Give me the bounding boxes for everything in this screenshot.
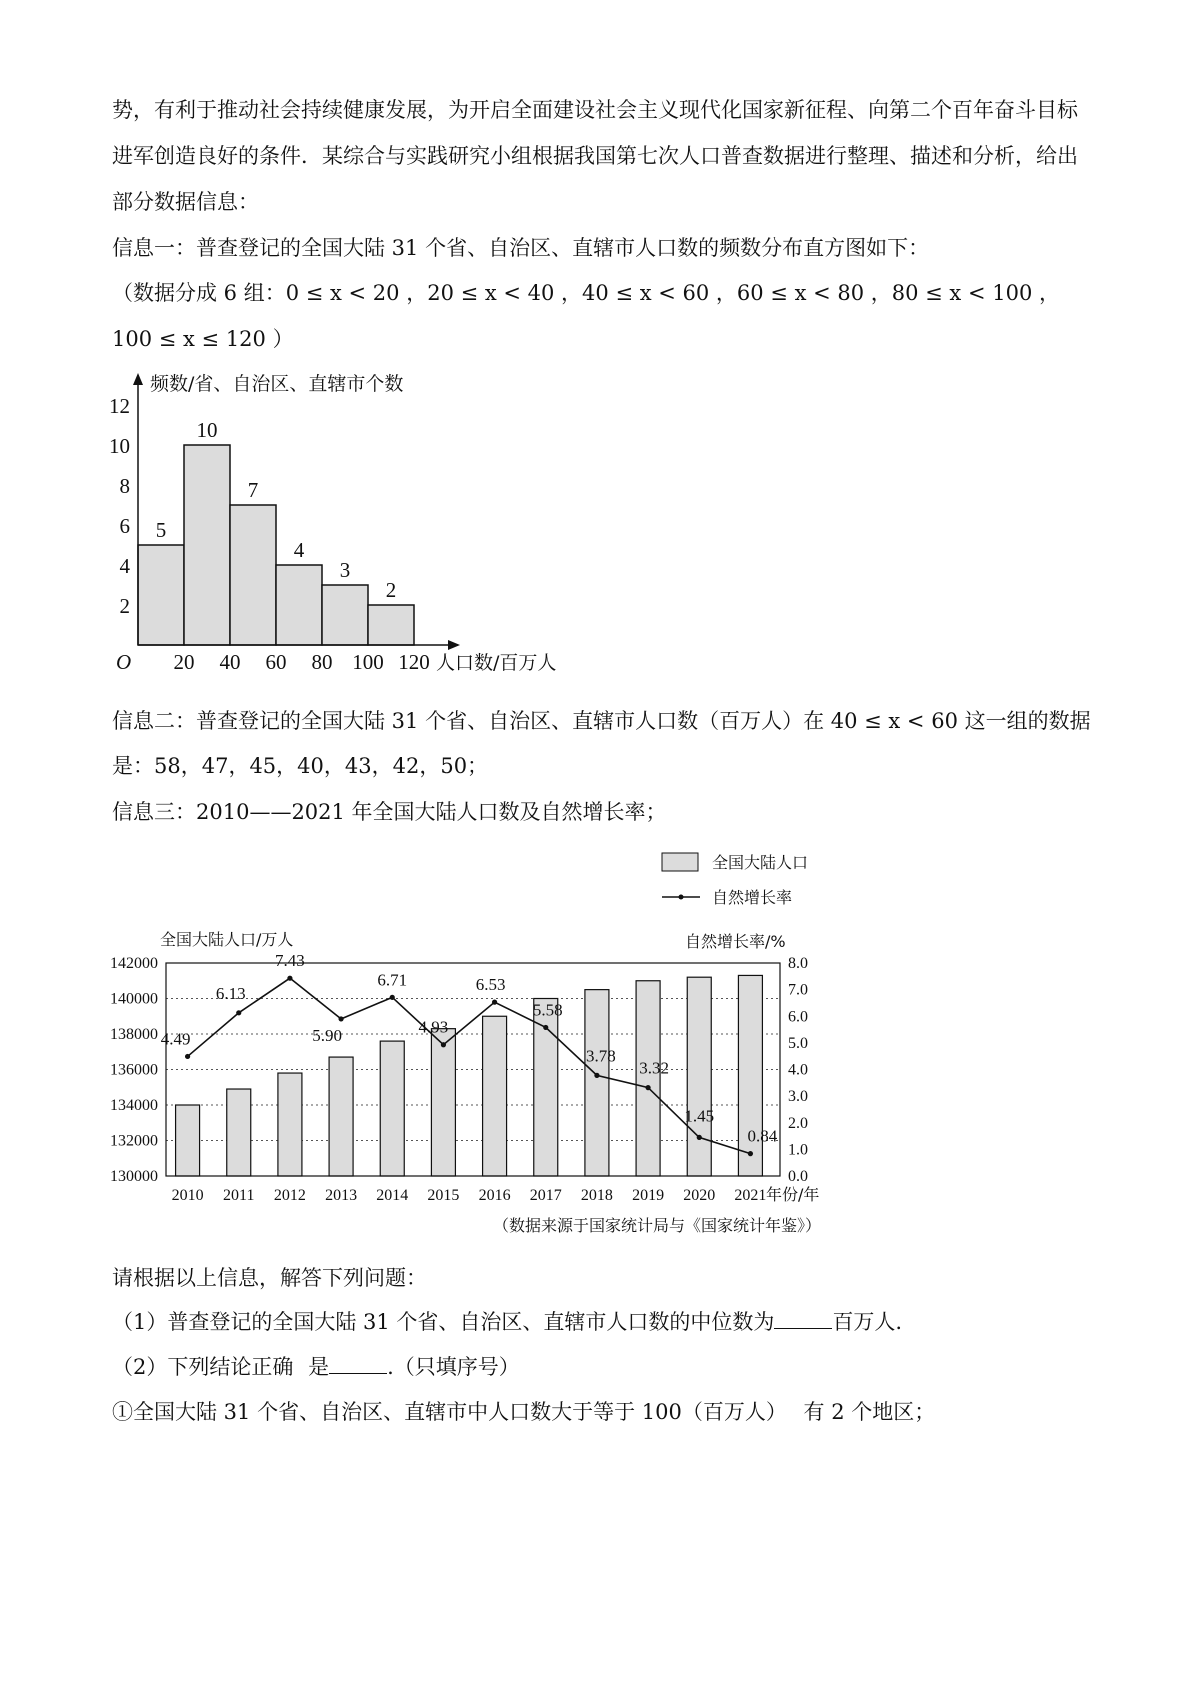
question-1: [112, 1306, 902, 1336]
growth-rate-point: [492, 1000, 497, 1005]
growth-rate-point: [236, 1010, 241, 1015]
group-ranges-line-2: 100 ≤ x ≤ 120 ）: [112, 327, 294, 351]
left-axis-tick: 134000: [110, 1097, 158, 1114]
right-axis-title: 自然增长率/%: [685, 932, 786, 951]
growth-rate-label: 0.84: [747, 1126, 778, 1146]
right-axis-tick: 5.0: [788, 1034, 808, 1052]
growth-rate-point: [697, 1135, 702, 1140]
statement-1-tail: 有 2 个地区；: [803, 1400, 936, 1424]
right-axis-tick: 2.0: [788, 1114, 808, 1132]
growth-rate-label: 3.32: [639, 1058, 669, 1078]
growth-rate-label: 5.58: [532, 1000, 563, 1020]
histogram-y-tick: 12: [109, 394, 130, 418]
histogram-bar: [138, 545, 184, 645]
population-bar: [738, 975, 762, 1176]
population-bar: [431, 1029, 455, 1176]
data-source-note: （数据来源于国家统计局与《国家统计年鉴》）: [493, 1216, 822, 1235]
answer-blank-2[interactable]: [329, 1355, 387, 1374]
growth-rate-label: 4.49: [160, 1029, 191, 1049]
growth-rate-point: [185, 1054, 190, 1059]
growth-rate-point: [645, 1085, 650, 1090]
question-2-is: 是: [308, 1355, 330, 1379]
histogram-bar: [322, 585, 368, 645]
left-axis-tick: 142000: [110, 955, 158, 972]
right-axis-tick: 1.0: [788, 1141, 808, 1159]
histogram-y-tick: 8: [119, 474, 130, 498]
year-tick: 2019: [632, 1187, 665, 1204]
year-tick: 2010: [171, 1187, 204, 1204]
growth-rate-label: 7.43: [275, 951, 305, 971]
population-bar: [176, 1105, 200, 1176]
info-one: 信息一：普查登记的全国大陆 31 个省、自治区、直辖市人口数的频数分布直方图如下：: [112, 236, 930, 260]
growth-rate-label: 6.13: [215, 983, 246, 1003]
histogram-x-tick: 100: [352, 650, 384, 674]
y-axis-title: 频数/省、自治区、直辖市个数: [150, 373, 404, 395]
left-axis-tick: 140000: [110, 990, 158, 1008]
histogram-x-tick: 120: [398, 650, 430, 674]
growth-rate-point: [441, 1042, 446, 1047]
population-bar: [278, 1073, 302, 1176]
growth-rate-point: [287, 976, 292, 981]
histogram-bar: [230, 505, 276, 645]
histogram-chart: [100, 373, 640, 745]
histogram-y-tick: 10: [109, 434, 130, 458]
histogram-y-tick: 4: [119, 554, 130, 578]
question-2: [112, 1351, 520, 1381]
growth-rate-point: [390, 995, 395, 1000]
year-tick: 2015: [427, 1187, 460, 1204]
legend-bar-swatch: [662, 853, 698, 871]
histogram-x-tick: 40: [219, 650, 241, 674]
year-tick: 2021: [734, 1187, 767, 1204]
left-axis-title: 全国大陆人口/万人: [160, 930, 294, 949]
x-axis-arrow: [448, 640, 460, 650]
year-tick: 2018: [580, 1187, 613, 1204]
left-axis-tick: 138000: [110, 1026, 158, 1043]
growth-rate-point: [543, 1025, 548, 1030]
statement-1: [112, 1396, 935, 1426]
histogram-bar-label: 10: [196, 418, 218, 442]
info-two-line-1: 信息二：普查登记的全国大陆 31 个省、自治区、直辖市人口数（百万人）在 40 ≤ x < 60 这一组的数据: [112, 709, 1091, 733]
growth-rate-point: [594, 1073, 599, 1078]
histogram-y-tick: 6: [119, 514, 130, 538]
left-axis-tick: 136000: [110, 1061, 158, 1079]
right-axis-tick: 7.0: [788, 981, 808, 999]
left-axis-tick: 132000: [110, 1132, 158, 1150]
paragraph-line-3: 部分数据信息：: [112, 190, 259, 214]
histogram-bar: [184, 445, 230, 645]
info-three: 信息三：2010——2021 年全国大陆人口数及自然增长率；: [112, 800, 667, 824]
growth-rate-point: [748, 1151, 753, 1156]
histogram-bar: [368, 605, 414, 645]
right-axis-tick: 4.0: [788, 1061, 808, 1079]
right-axis-tick: 0.0: [788, 1168, 808, 1185]
origin-label: O: [116, 650, 132, 674]
growth-rate-label: 4.93: [418, 1017, 449, 1037]
question-1-unit: 百万人.: [832, 1310, 903, 1334]
y-axis-arrow: [133, 373, 143, 385]
histogram-bar-label: 4: [293, 538, 305, 562]
growth-rate-label: 6.71: [377, 970, 408, 990]
growth-rate-label: 3.78: [586, 1046, 616, 1066]
year-tick: 2011: [223, 1187, 255, 1204]
question-1-text: （1）普查登记的全国大陆 31 个省、自治区、直辖市人口数的中位数为: [112, 1310, 775, 1334]
histogram-bar-label: 7: [247, 478, 259, 502]
population-bar: [227, 1089, 251, 1176]
legend-line-label: 自然增长率: [712, 888, 793, 907]
population-bar: [636, 981, 660, 1176]
right-axis-tick: 6.0: [788, 1008, 808, 1026]
histogram-bar-label: 3: [339, 558, 351, 582]
year-tick: 2016: [478, 1187, 511, 1204]
population-bar: [380, 1041, 404, 1176]
histogram-bar-label: 5: [155, 518, 167, 542]
histogram-y-tick: 2: [119, 594, 130, 618]
legend-bar-label: 全国大陆人口: [712, 853, 809, 872]
year-tick: 2014: [376, 1187, 409, 1204]
growth-rate-point: [338, 1016, 343, 1021]
histogram-svg: [100, 373, 640, 745]
x-axis-title: 年份/年: [766, 1185, 820, 1204]
population-bar: [687, 977, 711, 1176]
right-axis-tick: 8.0: [788, 955, 808, 972]
histogram-x-tick: 60: [265, 650, 287, 674]
question-2-hint: .（只填序号）: [387, 1355, 520, 1379]
growth-rate-label: 5.90: [312, 1025, 342, 1045]
info-two-line-2: 是：58，47，45，40，43，42，50；: [112, 754, 489, 778]
population-bar: [329, 1057, 353, 1176]
right-axis-tick: 3.0: [788, 1088, 808, 1106]
left-axis-tick: 130000: [110, 1168, 158, 1185]
statement-1-text: ①全国大陆 31 个省、自治区、直辖市中人口数大于等于 100（百万人）: [112, 1400, 787, 1424]
year-tick: 2020: [683, 1187, 716, 1204]
paragraph-line-1: 势，有利于推动社会持续健康发展，为开启全面建设社会主义现代化国家新征程、向第二个百年奋斗目标: [112, 98, 1078, 122]
growth-rate-label: 6.53: [475, 975, 506, 995]
year-tick: 2017: [529, 1187, 562, 1204]
legend-line-marker: [679, 895, 684, 900]
histogram-bar-label: 2: [385, 578, 397, 602]
answer-blank-1[interactable]: [774, 1310, 832, 1329]
population-bar: [585, 990, 609, 1176]
prompt-text: 请根据以上信息，解答下列问题：: [112, 1266, 427, 1290]
question-2-text: （2）下列结论正确: [112, 1355, 294, 1379]
histogram-bar: [276, 565, 322, 645]
year-tick: 2012: [273, 1187, 306, 1204]
group-ranges-line-1: （数据分成 6 组：0 ≤ x < 20 ，20 ≤ x < 40 ，40 ≤ x < 60 ，60 ≤ x < 80 ，80 ≤ x < 100 ，: [112, 281, 1060, 305]
population-bar: [483, 1016, 507, 1176]
year-tick: 2013: [325, 1187, 358, 1204]
growth-rate-label: 1.45: [684, 1106, 715, 1126]
histogram-x-tick: 20: [173, 650, 195, 674]
histogram-x-tick: 80: [311, 650, 333, 674]
paragraph-line-2: 进军创造良好的条件．某综合与实践研究小组根据我国第七次人口普查数据进行整理、描述和分析，给出: [112, 144, 1078, 168]
x-axis-title: 人口数/百万人: [436, 652, 557, 674]
